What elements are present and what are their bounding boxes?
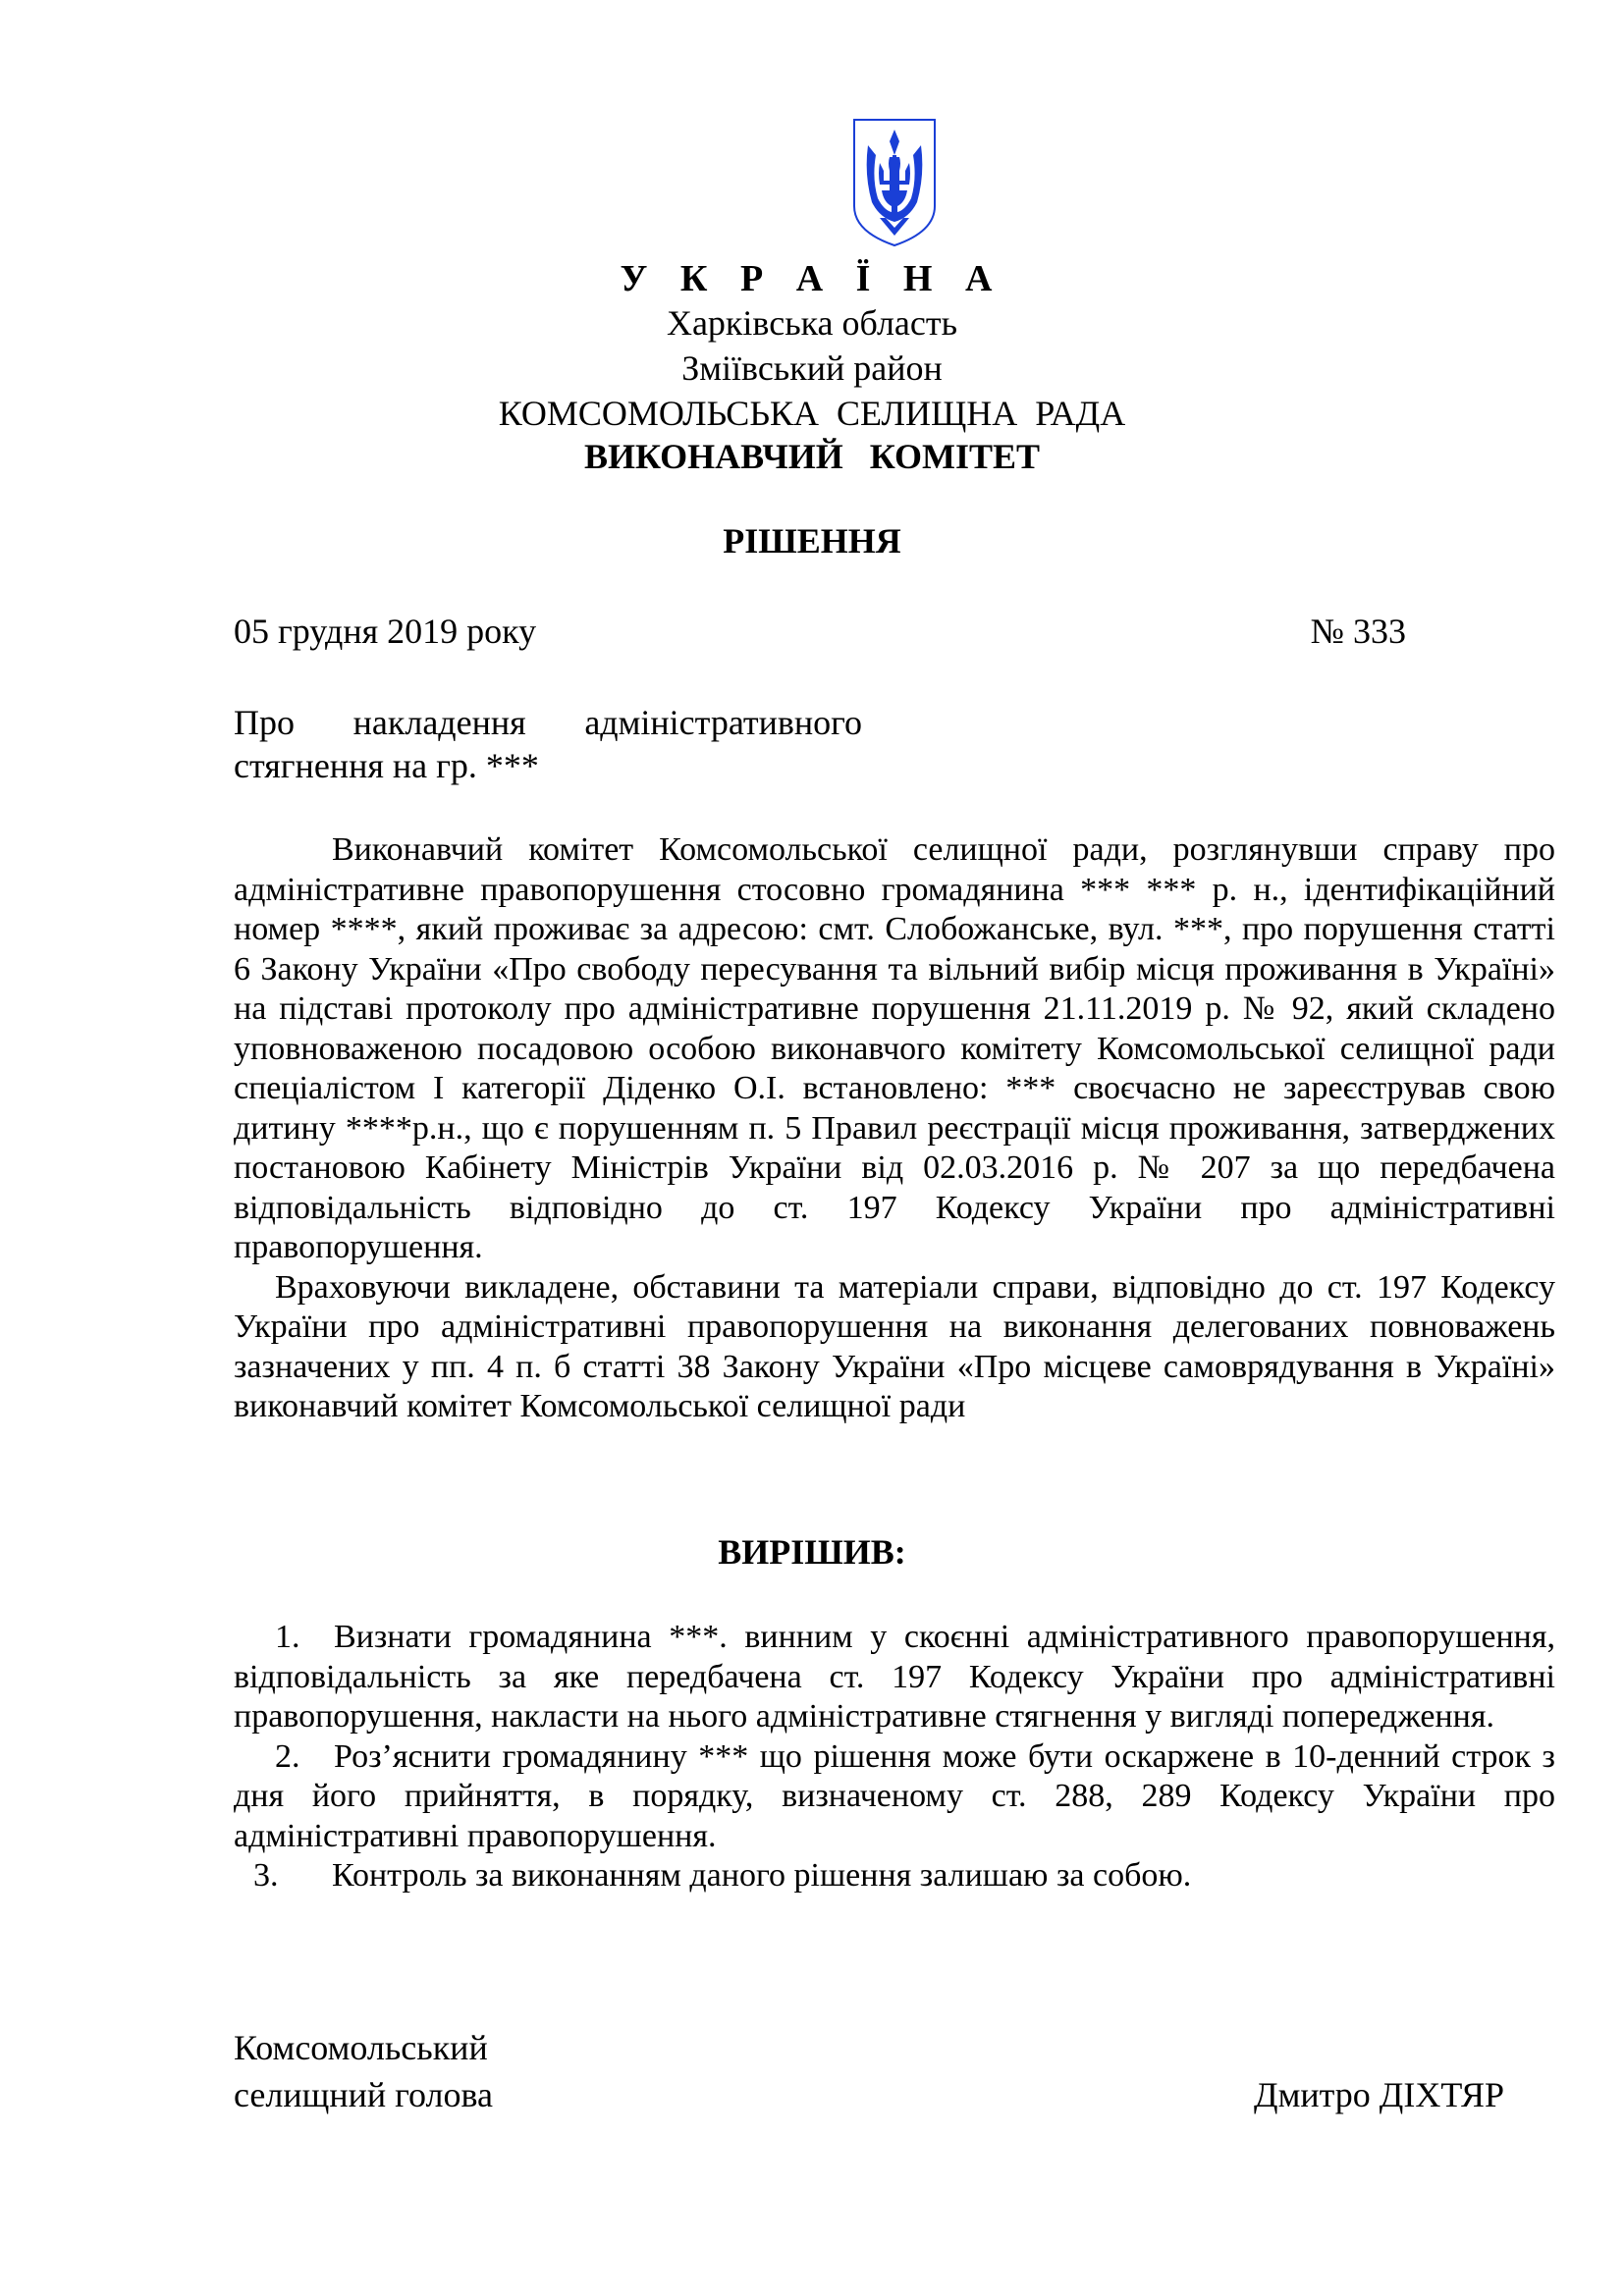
- item-text: Визнати громадянина ***. винним у скоєнні адміністративного правопорушення, відповідальність за яке передбачена ст. 197 Кодексу України про адміністративні правопорушення, накласти на нього адміністративне стягнення у вигляді попередження.: [234, 1619, 1555, 1735]
- item-number: 3.: [253, 1857, 279, 1894]
- item-text: Контроль за виконанням даного рішення залишаю за собою.: [332, 1857, 1192, 1894]
- resolution-items: [234, 1618, 1555, 1896]
- body-paragraph-2: Враховуючи викладене, обставини та матеріали справи, відповідно до ст. 197 Кодексу України про адміністративні правопорушення на виконання делегованих повноважень зазначених у пп. 4 п. б статті 38 Закону України «Про місцеве самоврядування в Україні» виконавчий комітет Комсомольської селищної ради: [234, 1268, 1555, 1424]
- subject-line-2: стягнення на гр. ***: [234, 746, 539, 785]
- item-number: 1.: [275, 1619, 300, 1655]
- subject-line-1: Про накладення адміністративного: [234, 703, 862, 742]
- resolution-item: [234, 1856, 1555, 1896]
- position-line-2: селищний голова: [234, 2075, 494, 2114]
- item-text: Роз’яснити громадянину *** що рішення може бути оскаржене в 10-денний строк з дня його прийняття, в порядку, визначеному ст. 288, 289 Кодексу України про адміністративні правопорушення.: [234, 1737, 1555, 1854]
- document-body: [234, 830, 1555, 1427]
- document-date: 05 грудня 2019 року: [234, 612, 537, 651]
- signatory-position: [234, 2024, 493, 2118]
- document-number: № 333: [1310, 612, 1406, 651]
- resolution-heading: ВИРІШИВ:: [718, 1532, 906, 1572]
- resolution-item: [234, 1737, 1555, 1857]
- body-paragraph-1: Виконавчий комітет Комсомольської селищної ради, розглянувши справу про адміністративне правопорушення стосовно громадянина *** *** р. н., ідентифікаційний номер ****, який проживає за адресою: смт. Слобожанське, вул. ***, про порушення статті 6 Закону України «Про свободу пересування та вільний вибір місця проживання в Україні» на підставі протоколу про адміністративне порушення 21.11.2019 р. № 92, який складено уповноваженою посадовою особою виконавчого комітету Комсомольської селищної ради спеціалістом І категорії Діденко О.І. встановлено: *** своєчасно не зареєстрував свою дитину ****р.н., що є порушенням п. 5 Правил реєстрації місця проживання, затверджених постановою Кабінету Міністрів України від 02.03.2016 р. № 207 за що передбачена відповідальність відповідно до ст. 197 Кодексу України про адміністративні правопорушення.: [234, 831, 1555, 1265]
- trident-coat-of-arms-icon: [850, 116, 939, 249]
- item-number: 2.: [275, 1737, 300, 1775]
- committee-name: ВИКОНАВЧИЙ КОМІТЕТ: [583, 437, 1041, 476]
- signatory-name: Дмитро ДІХТЯР: [1254, 2075, 1504, 2114]
- oblast-name: Харківська область: [666, 303, 958, 343]
- resolution-item: [234, 1618, 1555, 1737]
- document-subject: [234, 701, 862, 787]
- position-line-1: Комсомольський: [234, 2028, 488, 2067]
- rayon-name: Зміївський район: [681, 348, 943, 388]
- council-name: КОМСОМОЛЬСЬКА СЕЛИЩНА РАДА: [498, 394, 1126, 433]
- country-name: У К Р А Ї Н А: [620, 258, 1004, 299]
- document-title: РІШЕННЯ: [723, 521, 901, 561]
